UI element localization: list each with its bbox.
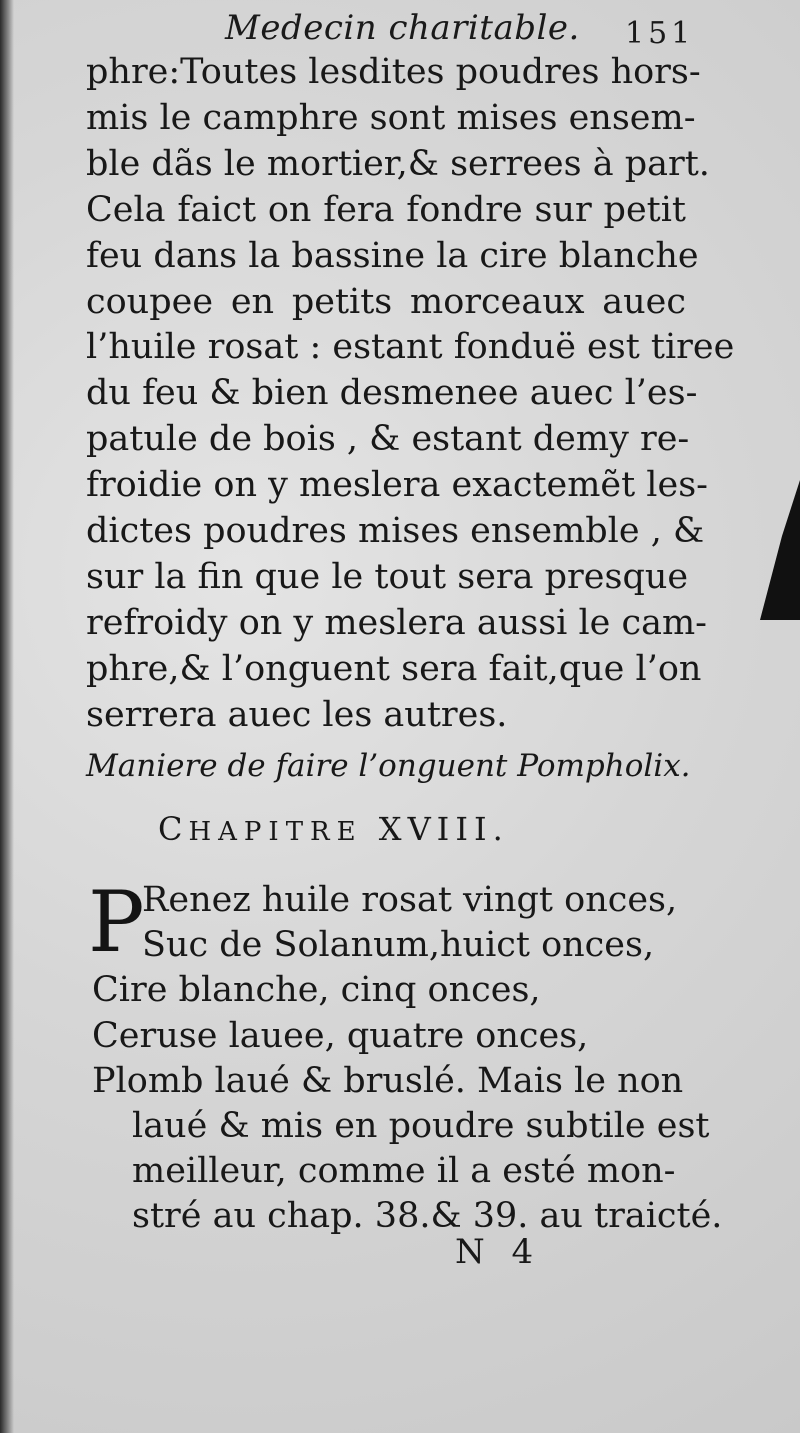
text-line: l’huile rosat : estant fonduë est tiree bbox=[86, 327, 735, 368]
torn-page-edge bbox=[760, 480, 800, 620]
text-line: phre:Toutes lesdites poudres hors- bbox=[86, 52, 701, 92]
drop-cap: P bbox=[88, 873, 145, 971]
signature-mark: N 4 bbox=[455, 1232, 542, 1272]
recipe-line: laué & mis en poudre subtile est bbox=[132, 1106, 710, 1147]
chapter-initial: C bbox=[158, 810, 189, 848]
text-line: du feu & bien desmenee auec l’es- bbox=[86, 373, 698, 414]
text-line: serrera auec les autres. bbox=[86, 694, 508, 735]
text-line: coupee en petits morceaux auec bbox=[86, 281, 686, 322]
recipe-line: meilleur, comme il a esté mon- bbox=[132, 1151, 676, 1192]
text-line: Cela faict on fera fondre sur petit bbox=[86, 189, 686, 230]
page-number: 151 bbox=[625, 16, 695, 51]
recipe-text bbox=[88, 873, 723, 1240]
recipe-line: Suc de Solanum,huict onces, bbox=[142, 925, 655, 966]
section-title: Maniere de faire l’onguent Pompholix. bbox=[86, 748, 691, 784]
text-line: sur la fin que le tout sera presque bbox=[86, 556, 689, 597]
running-title: Medecin charitable. bbox=[225, 8, 580, 48]
page-header bbox=[0, 8, 800, 51]
recipe-line: Ceruse lauee, quatre onces, bbox=[92, 1015, 589, 1056]
body-text bbox=[86, 50, 735, 739]
chapter-word: HAPITRE bbox=[188, 817, 363, 847]
chapter-numeral: XVIII. bbox=[378, 810, 509, 848]
text-line: patule de bois , & estant demy re- bbox=[86, 419, 690, 460]
text-line: dictes poudres mises ensemble , & bbox=[86, 511, 705, 552]
text-line: phre,& l’onguent sera fait,que l’on bbox=[86, 648, 702, 689]
chapter-heading bbox=[158, 810, 618, 848]
recipe-line: stré au chap. 38.& 39. au traicté. bbox=[132, 1196, 723, 1237]
text-line: froidie on y meslera exactemẽt les- bbox=[86, 465, 709, 506]
recipe-line: Plomb laué & bruslé. Mais le non bbox=[92, 1060, 684, 1101]
text-line: refroidy on y meslera aussi le cam- bbox=[86, 602, 707, 643]
recipe-line: Cire blanche, cinq onces, bbox=[92, 970, 541, 1011]
text-line: feu dans la bassine la cire blanche bbox=[86, 235, 699, 276]
recipe-line: Renez huile rosat vingt onces, bbox=[142, 880, 678, 920]
text-line: ble dãs le mortier,& serrees à part. bbox=[86, 143, 710, 184]
text-line: mis le camphre sont mises ensem- bbox=[86, 97, 696, 138]
